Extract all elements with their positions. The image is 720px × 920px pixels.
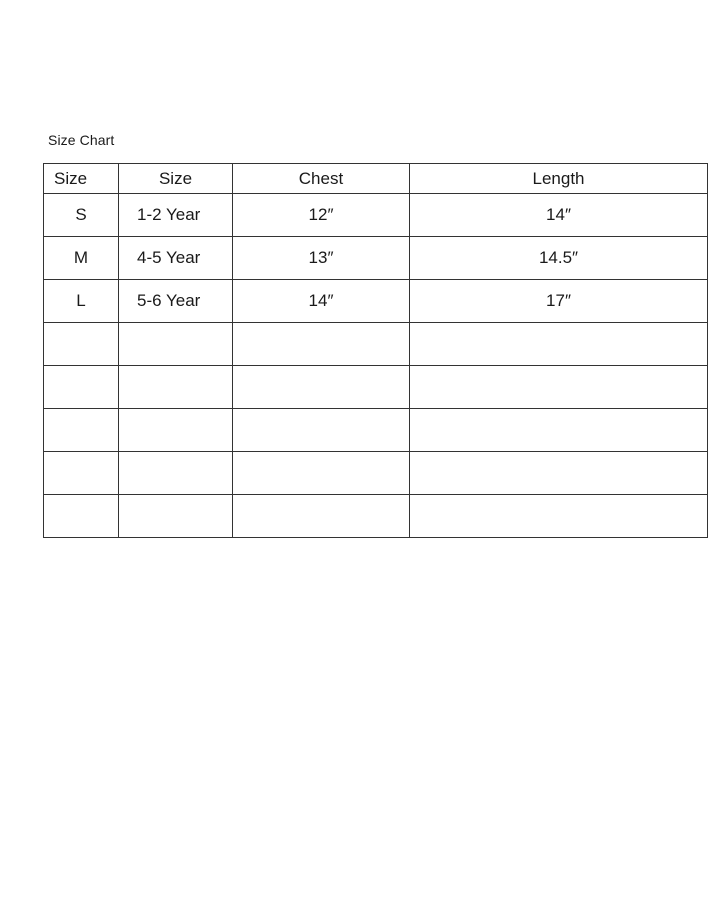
cell-chest: 14″ bbox=[233, 280, 410, 323]
cell-size-code bbox=[44, 409, 119, 452]
cell-size-code bbox=[44, 495, 119, 538]
table-row bbox=[44, 237, 708, 280]
cell-chest bbox=[233, 366, 410, 409]
cell-length: 14.5″ bbox=[410, 237, 708, 280]
header-chest: Chest bbox=[233, 164, 410, 194]
cell-size-code: M bbox=[44, 237, 119, 280]
cell-size-age bbox=[119, 323, 233, 366]
cell-length bbox=[410, 409, 708, 452]
cell-chest bbox=[233, 495, 410, 538]
cell-length bbox=[410, 495, 708, 538]
table-row bbox=[44, 495, 708, 538]
cell-length bbox=[410, 323, 708, 366]
cell-size-code bbox=[44, 452, 119, 495]
cell-chest bbox=[233, 409, 410, 452]
cell-length: 14″ bbox=[410, 194, 708, 237]
table-row bbox=[44, 452, 708, 495]
table-row bbox=[44, 409, 708, 452]
cell-size-code bbox=[44, 323, 119, 366]
cell-size-age bbox=[119, 366, 233, 409]
header-size-age: Size bbox=[119, 164, 233, 194]
table-row bbox=[44, 194, 708, 237]
cell-chest bbox=[233, 323, 410, 366]
cell-chest: 13″ bbox=[233, 237, 410, 280]
cell-size-code: S bbox=[44, 194, 119, 237]
cell-size-age: 1-2 Year bbox=[119, 194, 233, 237]
cell-chest: 12″ bbox=[233, 194, 410, 237]
table-header-row bbox=[44, 164, 708, 194]
size-chart-table bbox=[43, 163, 708, 538]
cell-size-age bbox=[119, 409, 233, 452]
cell-length: 17″ bbox=[410, 280, 708, 323]
table-row bbox=[44, 366, 708, 409]
cell-size-age: 4-5 Year bbox=[119, 237, 233, 280]
cell-length bbox=[410, 452, 708, 495]
cell-length bbox=[410, 366, 708, 409]
header-length: Length bbox=[410, 164, 708, 194]
table-row bbox=[44, 323, 708, 366]
cell-size-age bbox=[119, 452, 233, 495]
table-row bbox=[44, 280, 708, 323]
cell-size-code bbox=[44, 366, 119, 409]
page-title: Size Chart bbox=[48, 132, 115, 148]
cell-size-age: 5-6 Year bbox=[119, 280, 233, 323]
header-size-code: Size bbox=[44, 164, 119, 194]
cell-size-code: L bbox=[44, 280, 119, 323]
cell-size-age bbox=[119, 495, 233, 538]
cell-chest bbox=[233, 452, 410, 495]
